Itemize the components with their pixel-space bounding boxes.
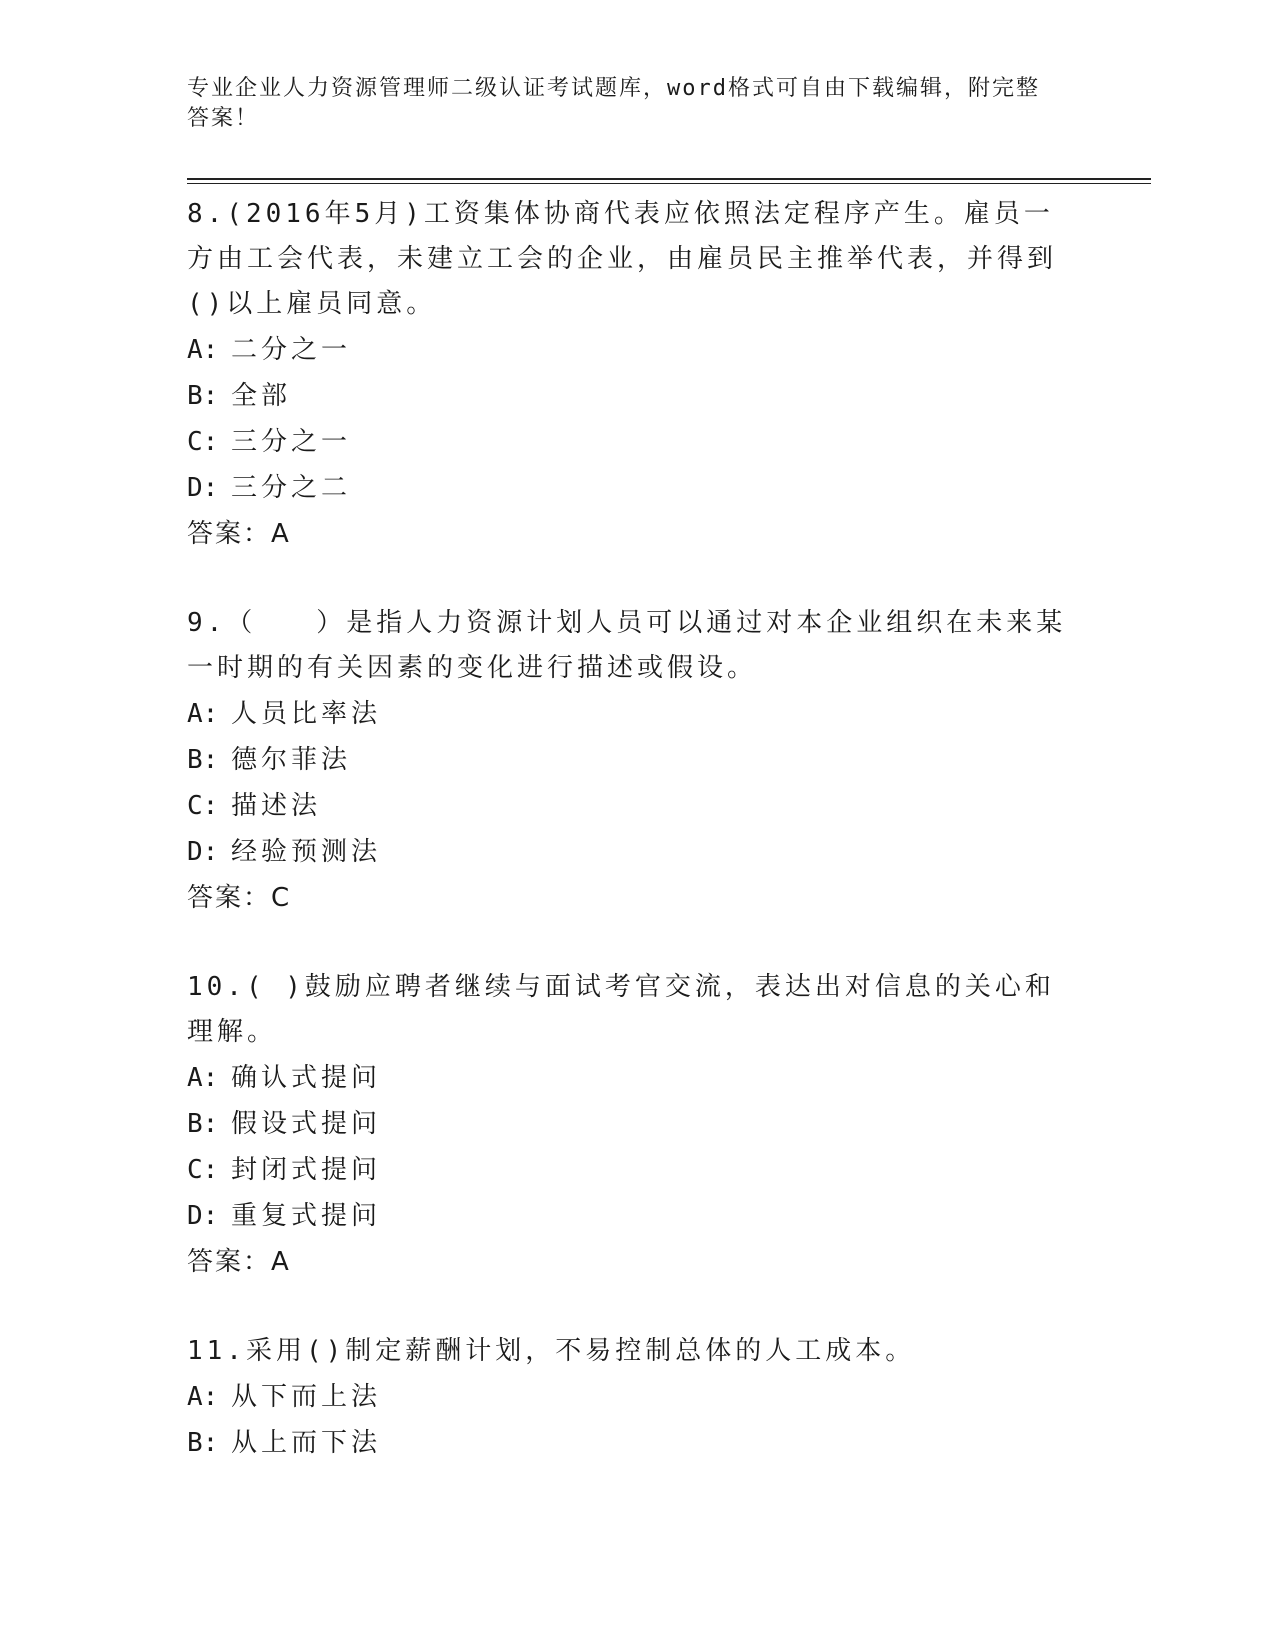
option-text: 封闭式提问	[231, 1155, 382, 1185]
option-c	[187, 419, 1067, 465]
option-text: 重复式提问	[231, 1201, 382, 1231]
option-letter: A:	[187, 699, 219, 729]
option-text: 从下而上法	[231, 1382, 382, 1412]
answer-line: 答案：C	[187, 883, 292, 913]
option-letter: A:	[187, 1063, 219, 1093]
question-stem: 8.(2016年5月)工资集体协商代表应依照法定程序产生。雇员一方由工会代表，未建立工会的企业，由雇员民主推举代表，并得到()以上雇员同意。	[187, 199, 1058, 319]
option-letter: D:	[187, 837, 219, 867]
option-a	[187, 1055, 1067, 1101]
option-c	[187, 783, 1067, 829]
option-d	[187, 465, 1067, 511]
option-letter: D:	[187, 473, 219, 503]
question-stem: 10.( )鼓励应聘者继续与面试考官交流，表达出对信息的关心和理解。	[187, 972, 1055, 1047]
option-letter: A:	[187, 335, 219, 365]
option-letter: B:	[187, 381, 219, 411]
option-text: 人员比率法	[231, 699, 382, 729]
option-a	[187, 1374, 1067, 1420]
option-c	[187, 1147, 1067, 1193]
option-text: 描述法	[231, 791, 322, 821]
option-text: 假设式提问	[231, 1109, 382, 1139]
question-9	[187, 601, 1067, 921]
answer-line: 答案：A	[187, 1247, 291, 1277]
option-text: 德尔菲法	[231, 745, 352, 775]
option-letter: B:	[187, 1428, 219, 1458]
option-letter: B:	[187, 745, 219, 775]
option-letter: B:	[187, 1109, 219, 1139]
answer-line: 答案：A	[187, 519, 291, 549]
option-text: 三分之一	[231, 427, 352, 457]
header-title-line-1: 专业企业人力资源管理师二级认证考试题库，word格式可自由下载编辑，附完整	[187, 76, 1040, 101]
option-letter: C:	[187, 791, 219, 821]
option-b	[187, 737, 1067, 783]
question-8	[187, 192, 1067, 557]
option-text: 三分之二	[231, 473, 352, 503]
option-b	[187, 1420, 1067, 1466]
header-divider	[187, 178, 1151, 184]
option-text: 从上而下法	[231, 1428, 382, 1458]
option-letter: C:	[187, 427, 219, 457]
question-10	[187, 965, 1067, 1285]
option-text: 二分之一	[231, 335, 352, 365]
question-11	[187, 1329, 1067, 1466]
header-title-line-2: 答案！	[187, 106, 260, 131]
option-d	[187, 829, 1067, 875]
option-text: 确认式提问	[231, 1063, 382, 1093]
document-header	[187, 74, 1067, 134]
option-letter: D:	[187, 1201, 219, 1231]
option-a	[187, 691, 1067, 737]
question-stem: 9.（ ）是指人力资源计划人员可以通过对本企业组织在未来某一时期的有关因素的变化进行描述或假设。	[187, 608, 1067, 683]
option-d	[187, 1193, 1067, 1239]
option-text: 经验预测法	[231, 837, 382, 867]
option-letter: C:	[187, 1155, 219, 1185]
question-list	[187, 192, 1067, 1510]
option-b	[187, 373, 1067, 419]
option-letter: A:	[187, 1382, 219, 1412]
option-a	[187, 327, 1067, 373]
option-text: 全部	[231, 381, 292, 411]
option-b	[187, 1101, 1067, 1147]
question-stem: 11.采用()制定薪酬计划，不易控制总体的人工成本。	[187, 1336, 916, 1366]
